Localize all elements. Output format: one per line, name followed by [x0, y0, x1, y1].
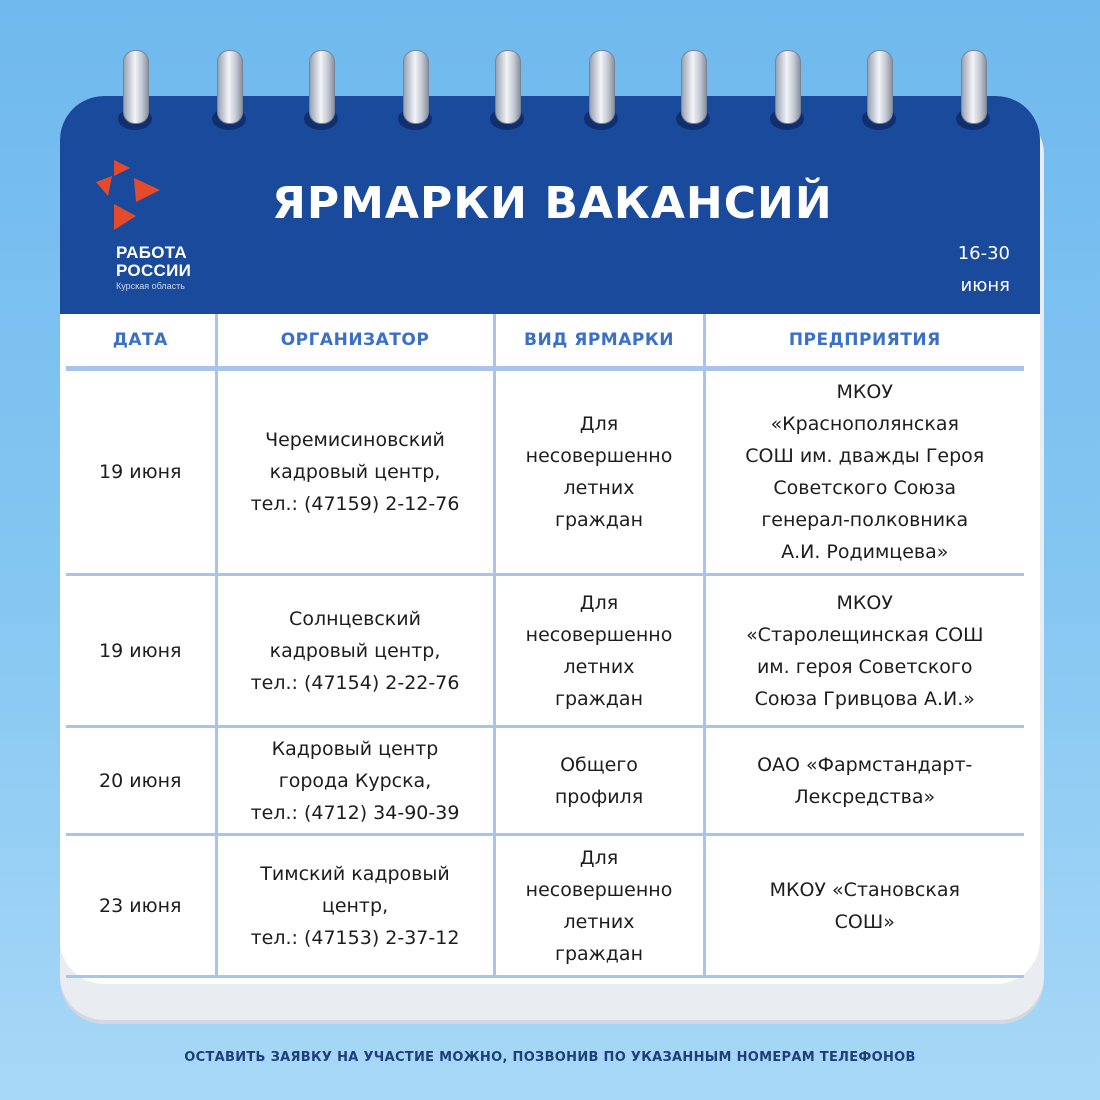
date-range — [958, 238, 1010, 302]
cell-date: 23 июня — [99, 894, 182, 917]
table-header-row — [66, 314, 1024, 369]
binder-ring-icon — [490, 50, 524, 130]
fairs-table — [66, 314, 1024, 978]
logo-region: Курская область — [116, 281, 185, 291]
date-range-days: 16-30 — [957, 243, 1010, 264]
cell-enterprise: МКОУ «Старолещинская СОШ им. героя Советского Союза Гривцова А.И.» — [704, 575, 1024, 727]
date-range-month: июня — [960, 275, 1010, 296]
cell-organizer: Черемисиновский кадровый центр, тел.: (47159) 2-12-76 — [216, 369, 494, 575]
table-row — [66, 575, 1024, 727]
table-row — [66, 835, 1024, 977]
binder-ring-icon — [676, 50, 710, 130]
cell-type: Для несовершенно летних граждан — [494, 575, 704, 727]
cell-type: Для несовершенно летних граждан — [494, 369, 704, 575]
cell-type: Для несовершенно летних граждан — [494, 835, 704, 977]
binder-ring-icon — [862, 50, 896, 130]
table-row — [66, 369, 1024, 575]
logo-text — [116, 244, 191, 292]
column-header-organizer: ОРГАНИЗАТОР — [216, 314, 494, 369]
binder-ring-icon — [956, 50, 990, 130]
page-title: ЯРМАРКИ ВАКАНСИЙ — [272, 178, 833, 229]
column-header-enterprise: ПРЕДПРИЯТИЯ — [704, 314, 1024, 369]
column-header-type: ВИД ЯРМАРКИ — [494, 314, 704, 369]
binder-ring-icon — [212, 50, 246, 130]
cell-enterprise: МКОУ «Становская СОШ» — [704, 835, 1024, 977]
cell-organizer: Солнцевский кадровый центр, тел.: (47154) 2-22-76 — [216, 575, 494, 727]
cell-type: Общего профиля — [494, 727, 704, 835]
logo-line2: РОССИИ — [116, 261, 192, 280]
table-row — [66, 727, 1024, 835]
rabota-rossii-logo-icon — [90, 158, 170, 234]
cell-date: 20 июня — [99, 769, 182, 792]
binder-ring-icon — [584, 50, 618, 130]
binder-ring-icon — [118, 50, 152, 130]
cell-organizer: Тимский кадровый центр, тел.: (47153) 2-37-12 — [216, 835, 494, 977]
footer-note: ОСТАВИТЬ ЗАЯВКУ НА УЧАСТИЕ МОЖНО, ПОЗВОНИВ ПО УКАЗАННЫМ НОМЕРАМ ТЕЛЕФОНОВ — [184, 1050, 916, 1065]
cell-organizer: Кадровый центр города Курска, тел.: (4712) 34-90-39 — [216, 727, 494, 835]
cell-enterprise: МКОУ «Краснополянская СОШ им. дважды Героя Советского Союза генерал-полковника А.И. Родимцева» — [704, 369, 1024, 575]
binder-ring-icon — [398, 50, 432, 130]
binder-ring-icon — [770, 50, 804, 130]
logo-line1: РАБОТА — [116, 243, 187, 262]
binder-ring-icon — [304, 50, 338, 130]
cell-date: 19 июня — [99, 639, 182, 662]
cell-enterprise: ОАО «Фармстандарт- Лексредства» — [704, 727, 1024, 835]
cell-date: 19 июня — [99, 461, 182, 483]
column-header-date: ДАТА — [112, 330, 168, 350]
